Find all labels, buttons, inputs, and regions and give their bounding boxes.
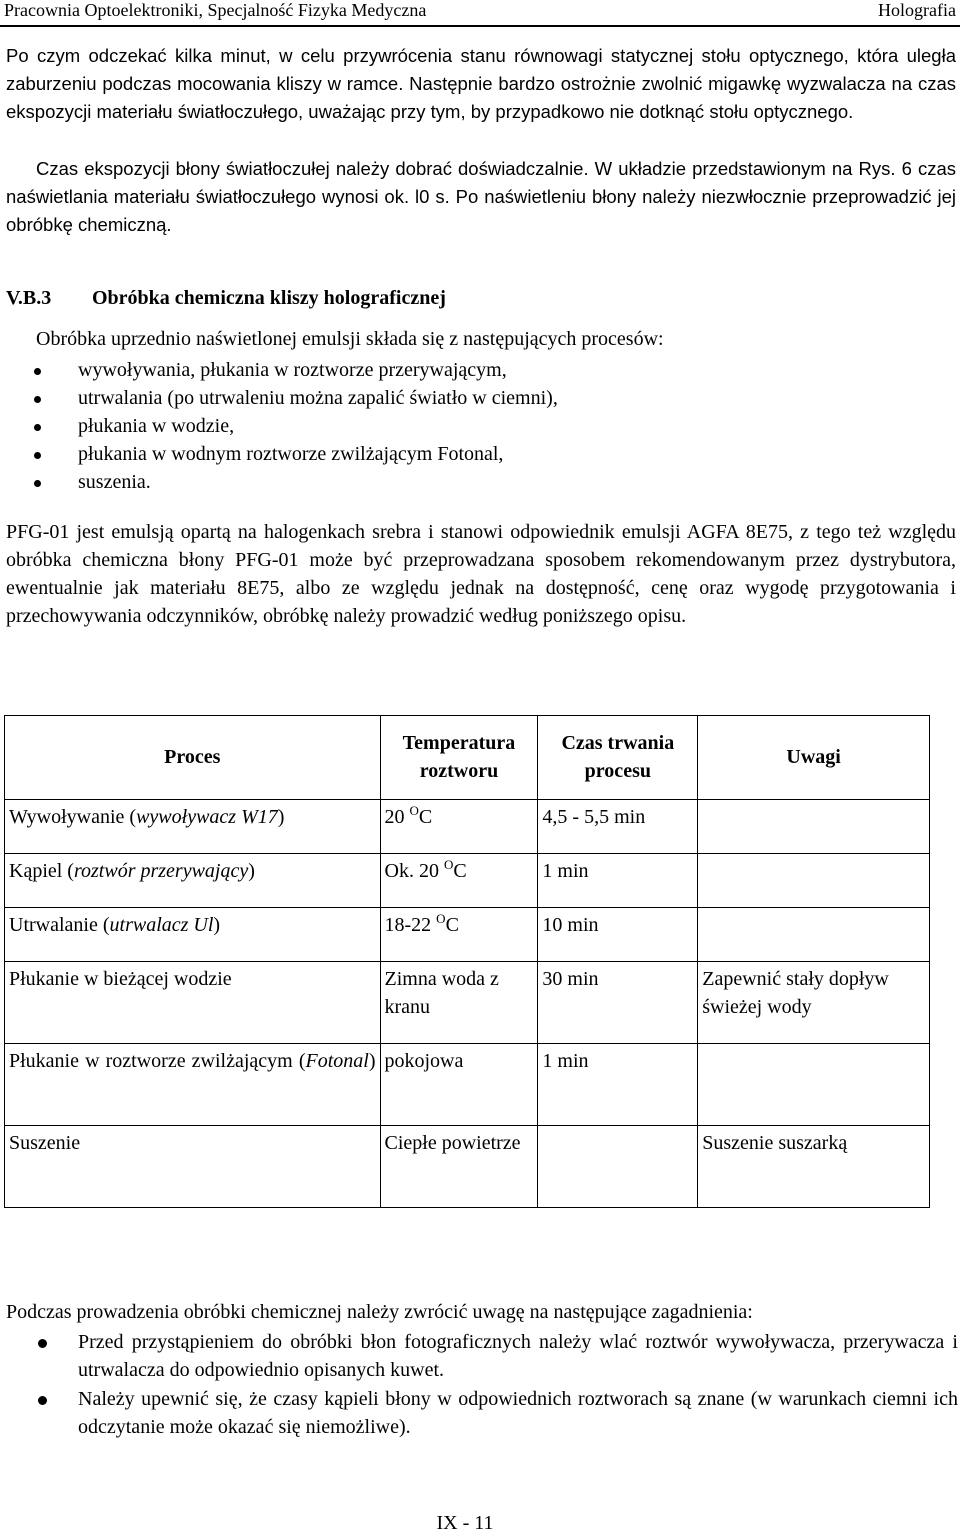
- cell-duration: 1 min: [538, 1044, 698, 1126]
- cell-notes: Zapewnić stały dopływ świeżej wody: [698, 962, 930, 1044]
- header-temperature: Temperatura roztworu: [380, 716, 538, 800]
- cell-temperature: Zimna woda z kranu: [380, 962, 538, 1044]
- table-header-row: [5, 716, 930, 800]
- table-row: [5, 1044, 930, 1126]
- cell-temperature: Ok. 20 $^O$C: [380, 854, 538, 908]
- header-course-title: Pracownia Optoelektroniki, Specjalność Fizyka Medyczna: [4, 0, 427, 20]
- section-number: V.B.3: [6, 287, 52, 309]
- cell-process: Utrwalanie (utrwalacz Ul): [5, 908, 381, 962]
- processing-table: [4, 715, 930, 1208]
- cell-duration: 30 min: [538, 962, 698, 1044]
- header-process: Proces: [5, 716, 381, 800]
- list-item: płukania w wodnym roztworze zwilżającym Fotonal,: [6, 440, 946, 468]
- cell-notes: Suszenie suszarką: [698, 1126, 930, 1208]
- bullet-icon: [34, 368, 41, 375]
- bullet-icon: [34, 452, 41, 459]
- list-item: płukania w wodzie,: [6, 412, 946, 440]
- cell-process: Płukanie w bieżącej wodzie: [5, 962, 381, 1044]
- cell-notes: [698, 1044, 930, 1126]
- cell-notes: [698, 854, 930, 908]
- cell-duration: [538, 1126, 698, 1208]
- table-row: [5, 908, 930, 962]
- table-row: [5, 962, 930, 1044]
- paragraph-remarks: Podczas prowadzenia obróbki chemicznej należy zwrócić uwagę na następujące zagadnienia:: [6, 1301, 753, 1323]
- process-steps-list: [6, 356, 946, 496]
- paragraph-pfg01: PFG-01 jest emulsją opartą na halogenkach srebra i stanowi odpowiednik emulsji AGFA 8E75, z tego też względu obróbka chemiczna błony PFG-01 może być przeprowadzana sposobem rekomendowanym przez dystrybutora, ewentualnie jak materiału 8E75, albo ze względu jednak na dostępność, cenę oraz wygodę przygotowania i przechowywania odczynników, obróbkę należy prowadzić według poniższego opisu.: [6, 521, 956, 627]
- paragraph-exposure-procedure: Po czym odczekać kilka minut, w celu przywrócenia stanu równowagi statycznej stołu optycznego, która uległa zaburzeniu podczas mocowania kliszy w ramce. Następnie bardzo ostrożnie zwolnić migawkę wyzwalacza na czas ekspozycji materiału światłoczułego, uważając przy tym, by przypadkowo nie dotknąć stołu optycznego.: [6, 45, 956, 122]
- table-row: [5, 800, 930, 854]
- header-divider: [0, 25, 960, 27]
- cell-duration: 10 min: [538, 908, 698, 962]
- header-topic: Holografia: [878, 0, 956, 20]
- list-item: utrwalania (po utrwaleniu można zapalić światło w ciemni),: [6, 384, 946, 412]
- paragraph-intro: Obróbka uprzednio naświetlonej emulsji składa się z następujących procesów:: [36, 328, 664, 350]
- bullet-icon: [34, 396, 41, 403]
- bullet-icon: [38, 1339, 47, 1348]
- section-heading: [6, 287, 446, 310]
- section-title: Obróbka chemiczna kliszy holograficznej: [92, 287, 446, 309]
- remarks-list: [6, 1328, 958, 1441]
- page-number: IX - 11: [436, 1512, 494, 1534]
- list-item: Należy upewnić się, że czasy kąpieli błony w odpowiednich roztworach są znane (w warunkach ciemni ich odczytanie może okazać się niemożliwe).: [6, 1385, 958, 1441]
- cell-process: Wywoływanie (wywoływacz W17): [5, 800, 381, 854]
- list-item: suszenia.: [6, 468, 946, 496]
- header-notes: Uwagi: [698, 716, 930, 800]
- cell-notes: [698, 908, 930, 962]
- cell-temperature: pokojowa: [380, 1044, 538, 1126]
- cell-temperature: 20 $^O$C: [380, 800, 538, 854]
- cell-duration: 4,5 - 5,5 min: [538, 800, 698, 854]
- cell-process: Suszenie: [5, 1126, 381, 1208]
- bullet-icon: [34, 424, 41, 431]
- list-item: wywoływania, płukania w roztworze przerywającym,: [6, 356, 946, 384]
- table-row: [5, 854, 930, 908]
- paragraph-exposure-time: Czas ekspozycji błony światłoczułej należy dobrać doświadczalnie. W układzie przedstawionym na Rys. 6 czas naświetlania materiału światłoczułego wynosi ok. l0 s. Po naświetleniu błony należy niezwłocznie przeprowadzić jej obróbkę chemiczną.: [6, 158, 956, 235]
- page-header: [0, 0, 960, 26]
- cell-temperature: Ciepłe powietrze: [380, 1126, 538, 1208]
- bullet-icon: [38, 1396, 47, 1405]
- header-duration: Czas trwania procesu: [538, 716, 698, 800]
- cell-process: Kąpiel (roztwór przerywający): [5, 854, 381, 908]
- table-row: [5, 1126, 930, 1208]
- list-item: Przed przystąpieniem do obróbki błon fotograficznych należy wlać roztwór wywoływacza, przerywacza i utrwalacza do odpowiednio opisanych kuwet.: [6, 1328, 958, 1384]
- cell-temperature: 18-22 $^O$C: [380, 908, 538, 962]
- cell-notes: [698, 800, 930, 854]
- bullet-icon: [34, 480, 41, 487]
- cell-duration: 1 min: [538, 854, 698, 908]
- cell-process: Płukanie w roztworze zwilżającym (Fotonal): [5, 1044, 381, 1126]
